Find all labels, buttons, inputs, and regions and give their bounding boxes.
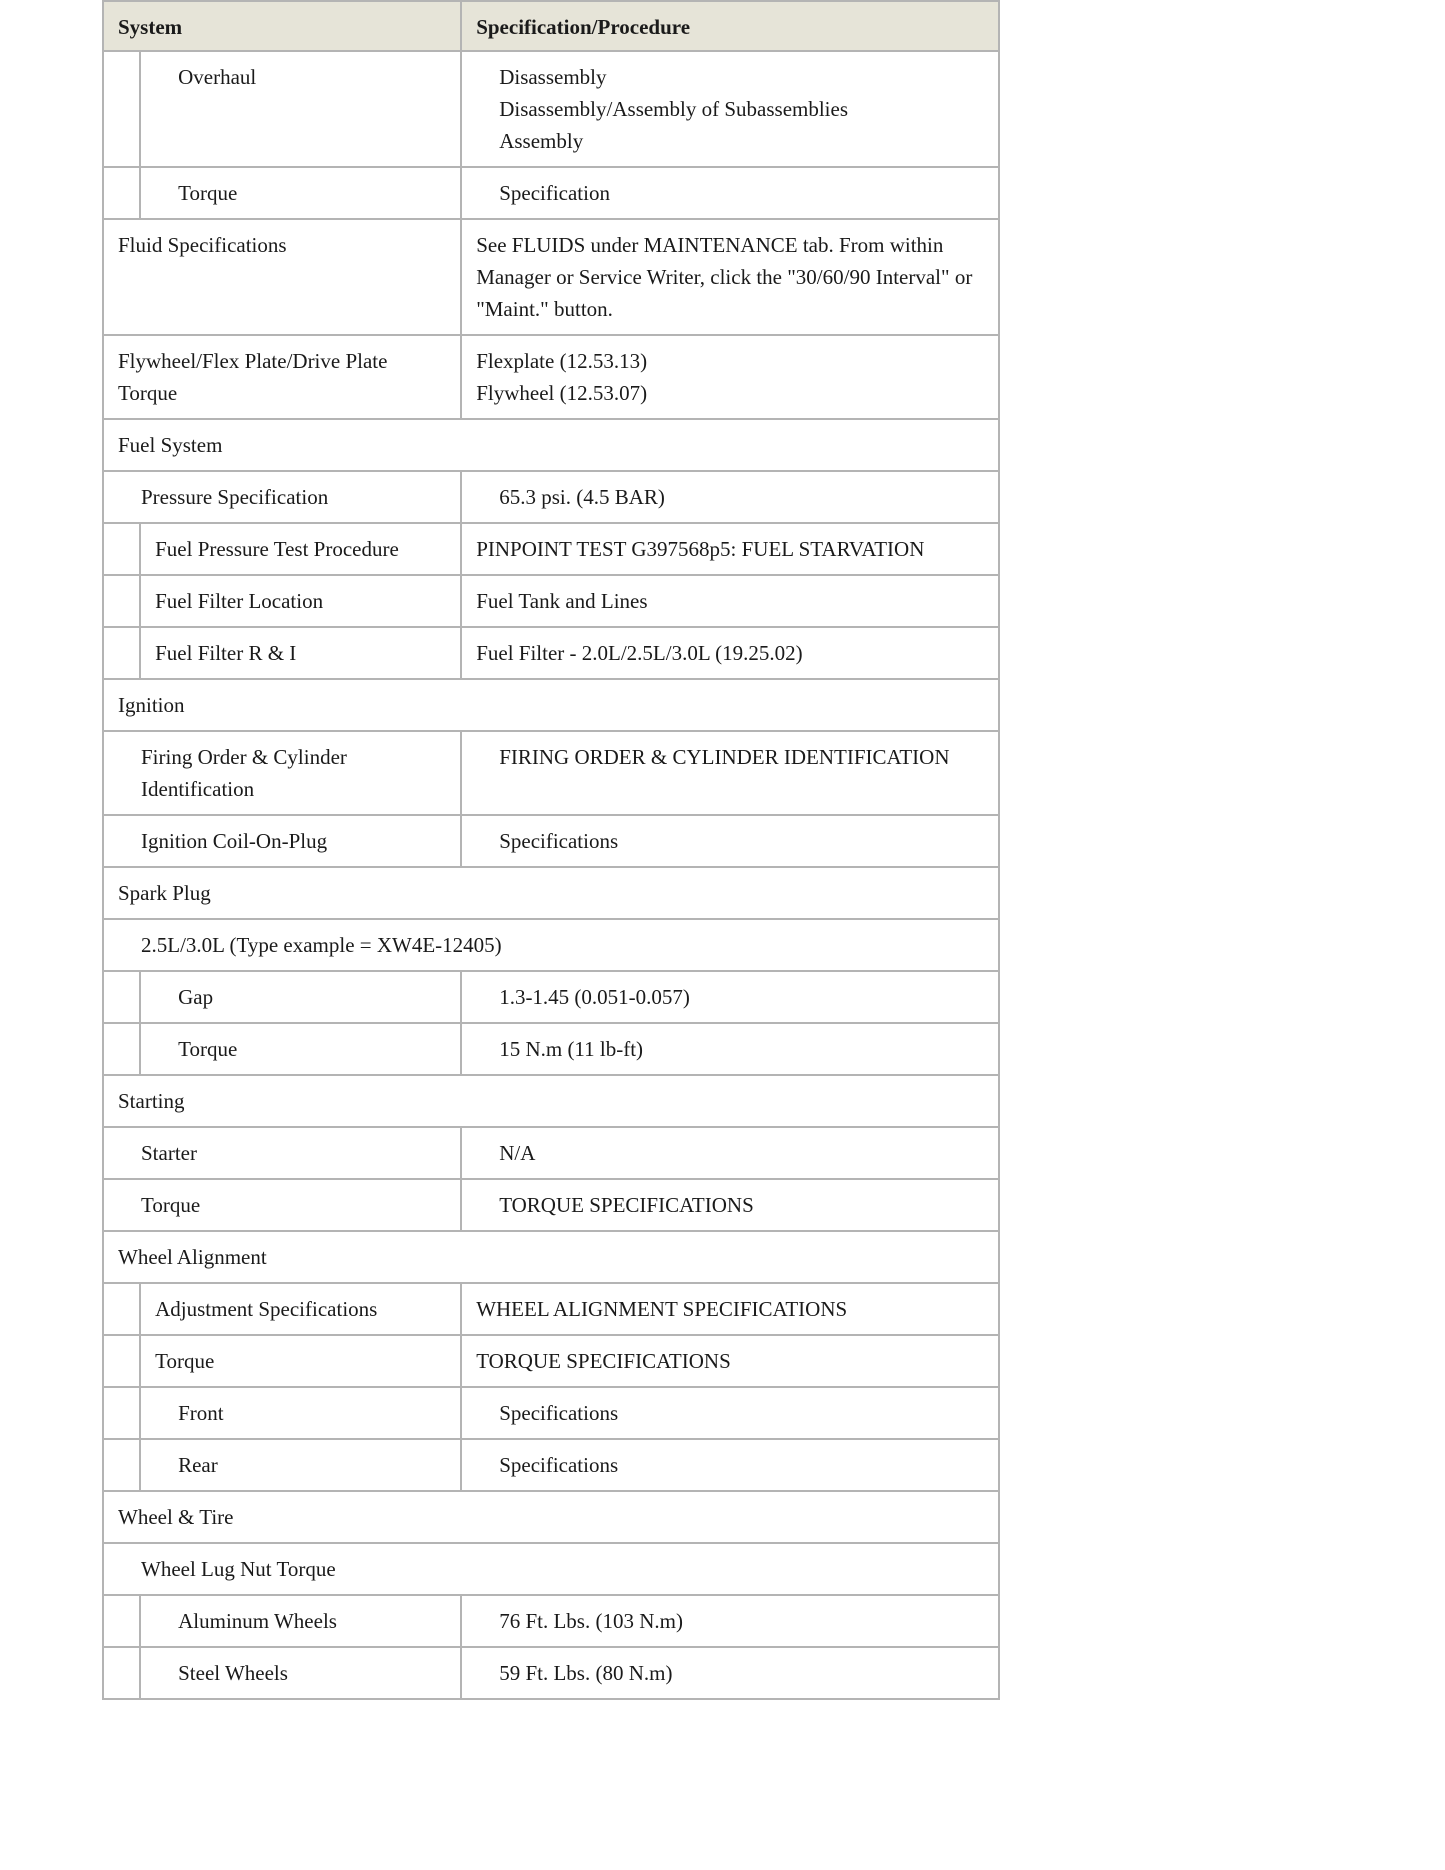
system-cell: Torque xyxy=(140,1335,461,1387)
subsection-heading: Wheel Lug Nut Torque xyxy=(103,1543,999,1595)
spec-cell: Specifications xyxy=(461,815,999,867)
table-row xyxy=(103,219,999,335)
system-cell-line: Identification xyxy=(141,777,255,801)
header-system: System xyxy=(103,1,461,51)
spec-cell: TORQUE SPECIFICATIONS xyxy=(461,1179,999,1231)
system-cell-line: Fluid Specifications xyxy=(118,233,287,257)
section-heading: Ignition xyxy=(103,679,999,731)
system-cell: Fuel Filter R & I xyxy=(140,627,461,679)
section-heading: Wheel Alignment xyxy=(103,1231,999,1283)
spec-cell: Fuel Filter - 2.0L/2.5L/3.0L (19.25.02) xyxy=(461,627,999,679)
system-cell: Torque xyxy=(103,1179,461,1231)
system-cell xyxy=(103,335,461,419)
table-row xyxy=(103,167,999,219)
spec-cell xyxy=(461,971,999,1023)
spec-cell-line: Disassembly xyxy=(499,65,607,89)
system-cell-line: Flywheel/Flex Plate/Drive Plate xyxy=(118,349,388,373)
system-cell-line: Firing Order & Cylinder xyxy=(141,745,347,769)
table-row xyxy=(103,1335,999,1387)
indent-gutter xyxy=(103,1647,140,1699)
spec-cell-line: Flywheel (12.53.07) xyxy=(476,381,648,405)
indent-gutter xyxy=(103,523,140,575)
indent-gutter xyxy=(103,1595,140,1647)
spec-cell: FIRING ORDER & CYLINDER IDENTIFICATION xyxy=(461,731,999,815)
spec-cell: 65.3 psi. (4.5 BAR) xyxy=(461,471,999,523)
spec-cell-line: Flexplate (12.53.13) xyxy=(476,349,648,373)
spec-cell xyxy=(461,335,999,419)
spec-cell xyxy=(461,1647,999,1699)
system-cell: Gap xyxy=(140,971,461,1023)
spec-cell: See FLUIDS under MAINTENANCE tab. From within Manager or Service Writer, click the "30/60/90 Interval" or "Maint." button. xyxy=(461,219,999,335)
section-row xyxy=(103,1491,999,1543)
system-cell: Overhaul xyxy=(140,51,461,167)
table-header-row xyxy=(103,1,999,51)
system-cell: Pressure Specification xyxy=(103,471,461,523)
spec-cell-line: Assembly xyxy=(499,129,584,153)
system-cell: Starter xyxy=(103,1127,461,1179)
indent-gutter xyxy=(103,575,140,627)
spec-cell-line: Specifications xyxy=(499,1453,619,1477)
spec-cell-line: 15 N.m (11 lb-ft) xyxy=(499,1037,644,1061)
spec-cell-line: Specifications xyxy=(499,1401,619,1425)
spec-cell-line: Disassembly/Assembly of Subassemblies xyxy=(499,97,849,121)
indent-gutter xyxy=(103,167,140,219)
table-row xyxy=(103,627,999,679)
system-cell: Ignition Coil-On-Plug xyxy=(103,815,461,867)
table-body xyxy=(103,51,999,1699)
system-cell: Fuel Pressure Test Procedure xyxy=(140,523,461,575)
system-cell-line: Torque xyxy=(118,381,178,405)
indent-gutter xyxy=(103,1387,140,1439)
spec-cell: N/A xyxy=(461,1127,999,1179)
table-row xyxy=(103,1023,999,1075)
system-cell: Aluminum Wheels xyxy=(140,1595,461,1647)
subsection-row xyxy=(103,1543,999,1595)
system-cell: Steel Wheels xyxy=(140,1647,461,1699)
table-row xyxy=(103,51,999,167)
indent-gutter xyxy=(103,51,140,167)
table-row xyxy=(103,335,999,419)
table-row xyxy=(103,1283,999,1335)
indent-gutter xyxy=(103,1439,140,1491)
table-row xyxy=(103,575,999,627)
spec-cell xyxy=(461,1595,999,1647)
header-specification: Specification/Procedure xyxy=(461,1,999,51)
table-row xyxy=(103,815,999,867)
subsection-row xyxy=(103,919,999,971)
table-row xyxy=(103,731,999,815)
spec-cell: Fuel Tank and Lines xyxy=(461,575,999,627)
section-row xyxy=(103,1231,999,1283)
spec-cell xyxy=(461,167,999,219)
indent-gutter xyxy=(103,971,140,1023)
specification-table xyxy=(102,0,1000,1700)
spec-cell-line: Specification xyxy=(499,181,610,205)
subsection-heading: 2.5L/3.0L (Type example = XW4E-12405) xyxy=(103,919,999,971)
table-row xyxy=(103,1127,999,1179)
table-row xyxy=(103,1439,999,1491)
section-row xyxy=(103,419,999,471)
indent-gutter xyxy=(103,1023,140,1075)
table-row xyxy=(103,1595,999,1647)
system-cell: Fuel Filter Location xyxy=(140,575,461,627)
system-cell: Rear xyxy=(140,1439,461,1491)
system-cell: Torque xyxy=(140,167,461,219)
system-cell: Torque xyxy=(140,1023,461,1075)
table-row xyxy=(103,971,999,1023)
spec-cell xyxy=(461,1387,999,1439)
spec-cell: WHEEL ALIGNMENT SPECIFICATIONS xyxy=(461,1283,999,1335)
section-heading: Starting xyxy=(103,1075,999,1127)
indent-gutter xyxy=(103,1335,140,1387)
table-row xyxy=(103,471,999,523)
section-heading: Wheel & Tire xyxy=(103,1491,999,1543)
spec-cell-line: 76 Ft. Lbs. (103 N.m) xyxy=(499,1609,683,1633)
indent-gutter xyxy=(103,1283,140,1335)
spec-cell-line: 59 Ft. Lbs. (80 N.m) xyxy=(499,1661,673,1685)
spec-cell xyxy=(461,1023,999,1075)
system-cell: Adjustment Specifications xyxy=(140,1283,461,1335)
system-cell xyxy=(103,731,461,815)
system-cell xyxy=(103,219,461,335)
section-row xyxy=(103,1075,999,1127)
spec-cell xyxy=(461,51,999,167)
indent-gutter xyxy=(103,627,140,679)
system-cell: Front xyxy=(140,1387,461,1439)
section-row xyxy=(103,679,999,731)
section-heading: Fuel System xyxy=(103,419,999,471)
table-row xyxy=(103,1387,999,1439)
table-row xyxy=(103,523,999,575)
spec-cell: PINPOINT TEST G397568p5: FUEL STARVATION xyxy=(461,523,999,575)
table-row xyxy=(103,1647,999,1699)
spec-cell xyxy=(461,1439,999,1491)
table-row xyxy=(103,1179,999,1231)
section-row xyxy=(103,867,999,919)
spec-cell-line: 1.3-1.45 (0.051-0.057) xyxy=(499,985,690,1009)
section-heading: Spark Plug xyxy=(103,867,999,919)
spec-cell: TORQUE SPECIFICATIONS xyxy=(461,1335,999,1387)
